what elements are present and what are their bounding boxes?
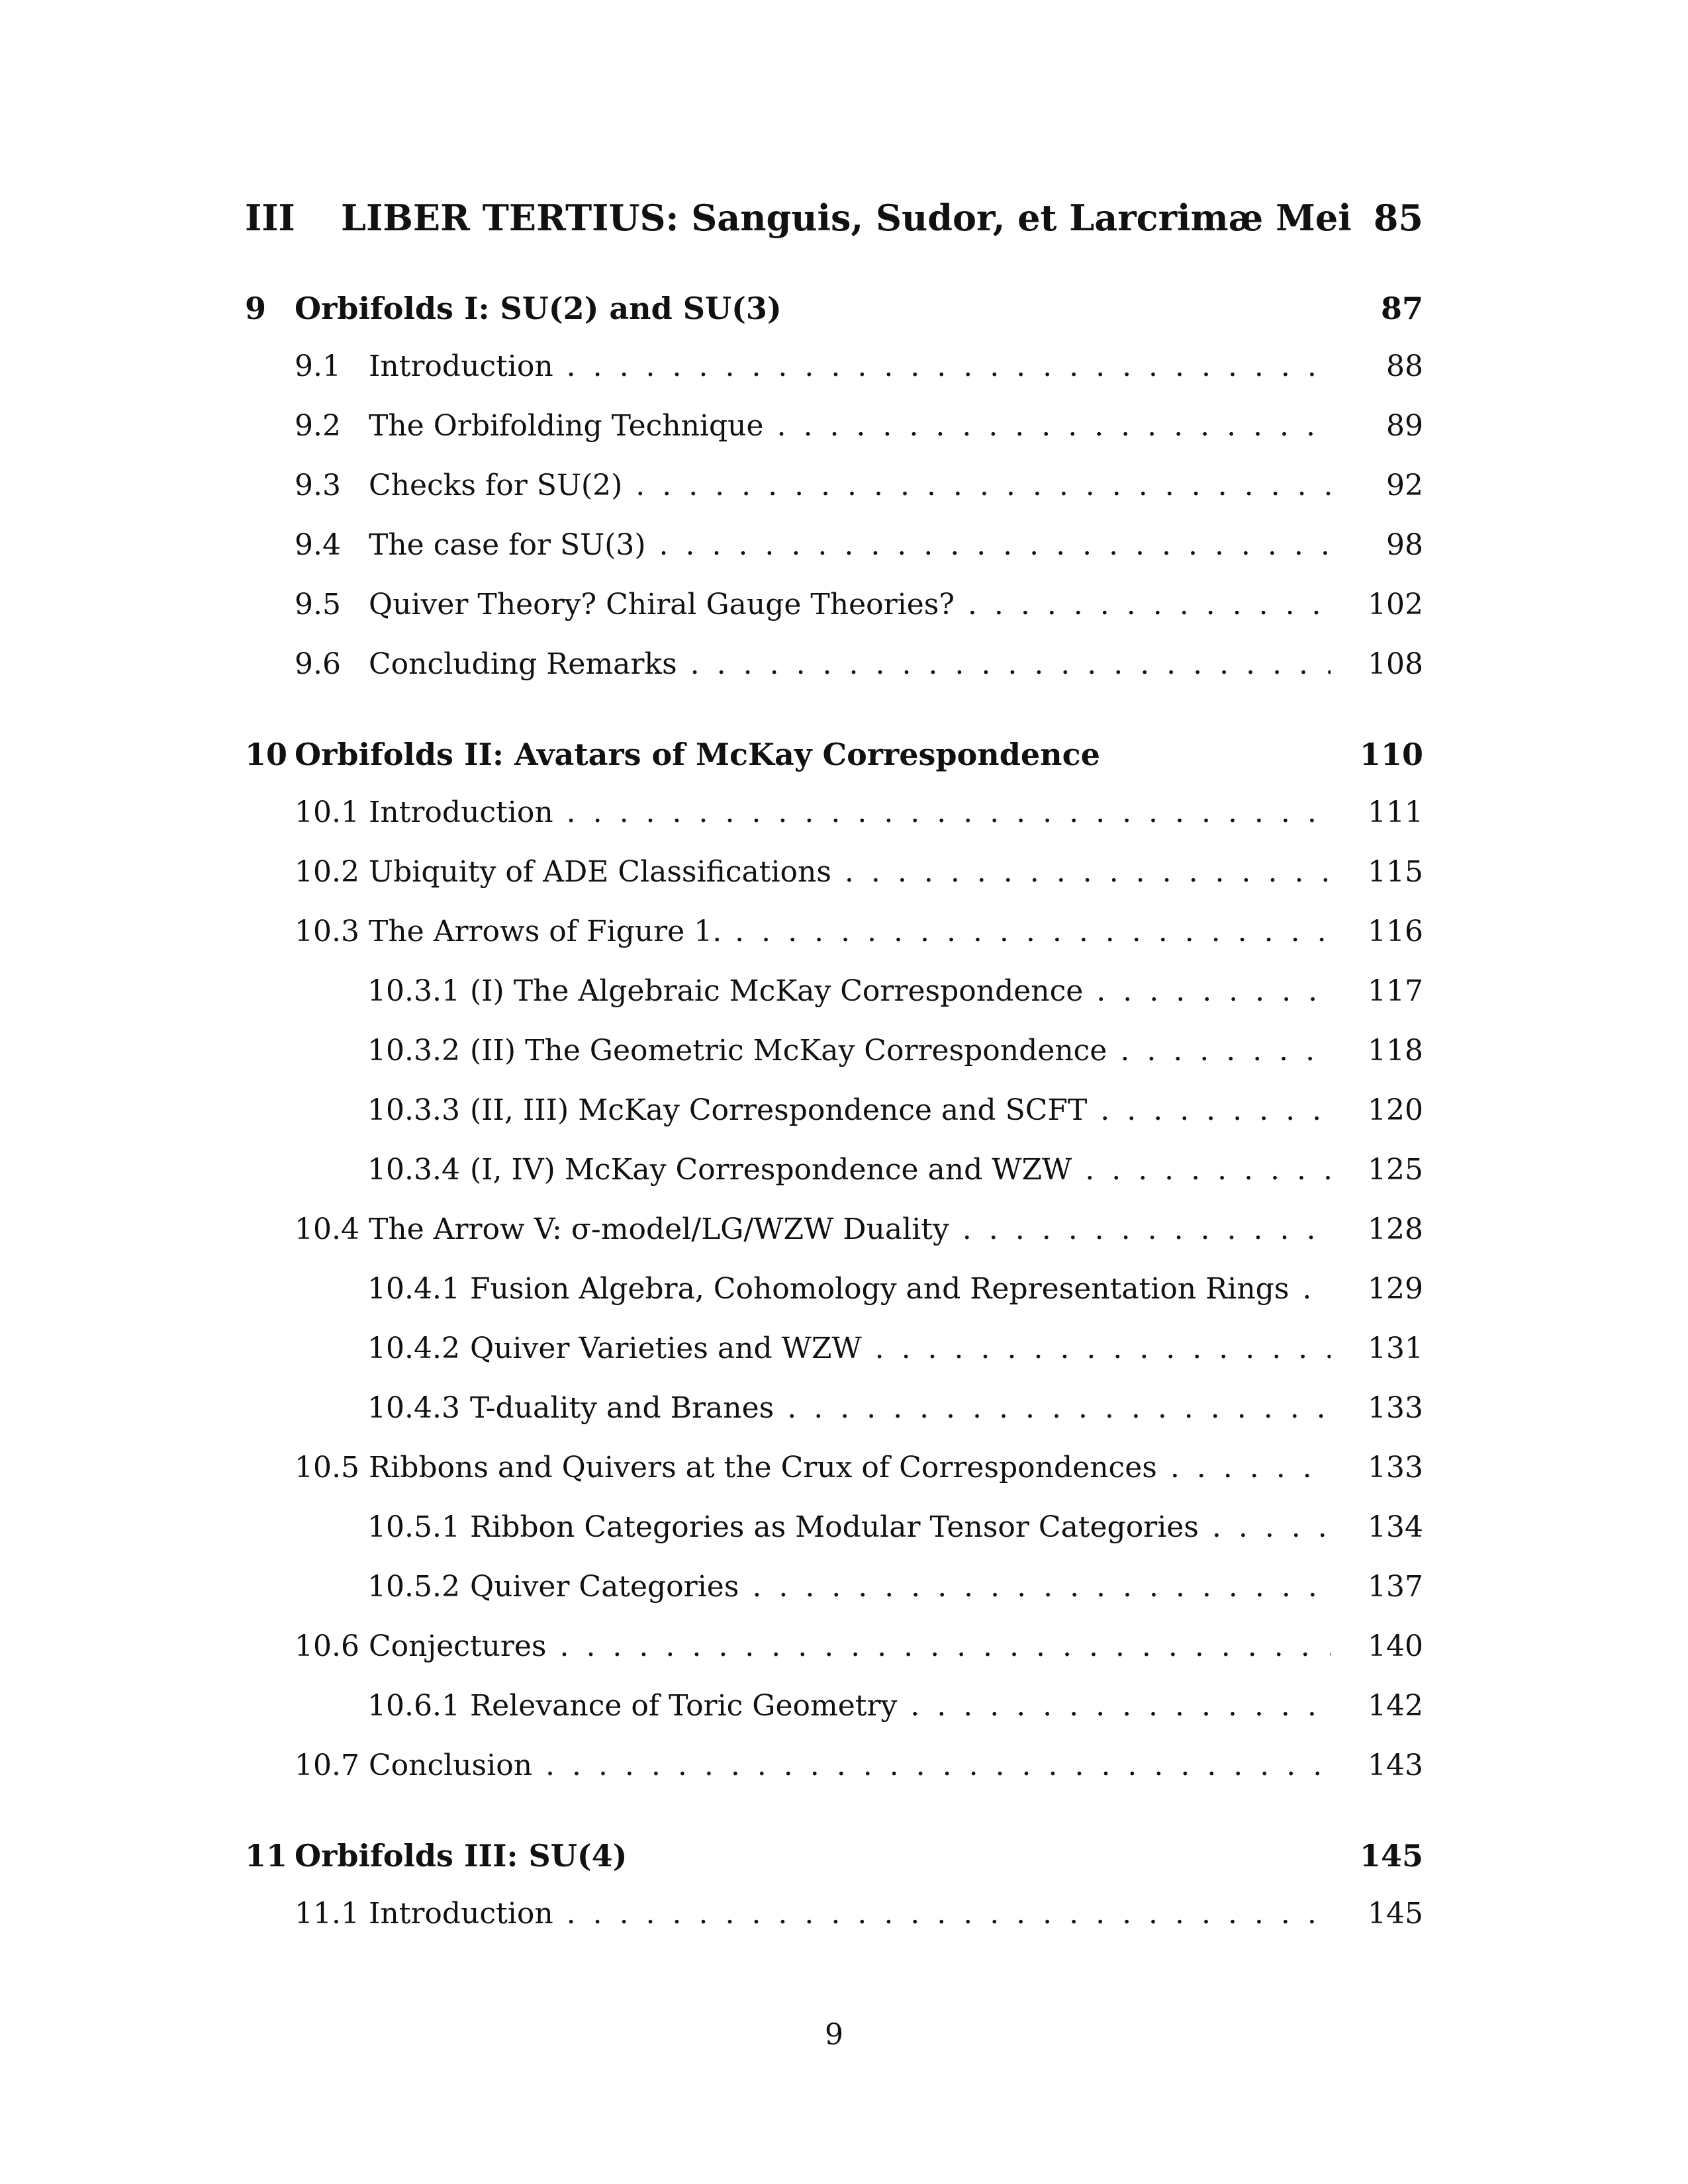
entry-title: Conjectures . . . (369, 1627, 1331, 1666)
toc-entry[interactable] (295, 852, 1423, 892)
entry-title: Introduction . . . (369, 1894, 1331, 1934)
toc-entry[interactable] (295, 406, 1423, 446)
toc-subentry[interactable] (367, 1508, 1423, 1547)
entry-page-number: 120 (1368, 1093, 1423, 1127)
entry-number: 9.1 (295, 349, 341, 383)
chapter-title: Orbifolds III: SU(4) (295, 1838, 628, 1874)
toc-subentry[interactable] (367, 1686, 1423, 1726)
entry-page-number: 129 (1368, 1272, 1423, 1306)
entry-title: The case for SU(3) . . . (369, 525, 1331, 565)
toc-entry[interactable] (295, 525, 1423, 565)
entry-title: Fusion Algebra, Cohomology and Representation Rings . . . (470, 1269, 1331, 1309)
entry-page-number: 134 (1368, 1510, 1423, 1544)
entry-page-number: 89 (1386, 409, 1423, 443)
toc-subentry[interactable] (367, 1091, 1423, 1130)
entry-number: 10.4 (295, 1212, 359, 1246)
part-title: LIBER TERTIUS: Sanguis, Sudor, et Larcrimæ Mei (341, 197, 1352, 239)
entry-number: 10.1 (295, 796, 359, 829)
entry-page-number: 133 (1368, 1391, 1423, 1425)
entry-page-number: 118 (1368, 1034, 1423, 1068)
entry-number: 10.5 (295, 1451, 359, 1484)
page-number-footer: 9 (825, 2018, 843, 2052)
chapter-number: 9 (245, 291, 267, 326)
entry-page-number: 125 (1368, 1153, 1423, 1187)
entry-page-number: 111 (1368, 796, 1423, 829)
entry-page-number: 115 (1368, 855, 1423, 889)
entry-title: Quiver Categories . . . (470, 1567, 1331, 1607)
entry-page-number: 102 (1368, 588, 1423, 621)
entry-number: 10.4.3 (367, 1391, 460, 1425)
toc-entry[interactable] (295, 1210, 1423, 1250)
entry-number: 10.5.2 (367, 1570, 460, 1604)
chapter-number: 11 (245, 1838, 288, 1874)
toc-subentry[interactable] (367, 1329, 1423, 1369)
entry-title: The Arrows of Figure 1. . . . (369, 912, 1331, 952)
entry-number: 9.6 (295, 647, 341, 681)
entry-title: (I, IV) McKay Correspondence and WZW . . . (470, 1150, 1331, 1190)
entry-number: 10.7 (295, 1749, 359, 1782)
toc-entry[interactable] (295, 466, 1423, 506)
chapter-page-number: 110 (1359, 737, 1423, 772)
entry-page-number: 140 (1368, 1629, 1423, 1663)
toc-subentry[interactable] (367, 1031, 1423, 1071)
chapter-heading[interactable] (245, 1835, 1423, 1877)
chapter-title: Orbifolds II: Avatars of McKay Correspondence (295, 737, 1100, 772)
entry-title: (II, III) McKay Correspondence and SCFT . . . (470, 1091, 1331, 1130)
entry-number: 10.6 (295, 1629, 359, 1663)
entry-number: 10.5.1 (367, 1510, 460, 1544)
entry-page-number: 108 (1368, 647, 1423, 681)
entry-number: 10.3.1 (367, 974, 460, 1008)
toc-entry[interactable] (295, 793, 1423, 833)
entry-title: Quiver Varieties and WZW . . . (470, 1329, 1331, 1369)
entry-title: Quiver Theory? Chiral Gauge Theories? . . . (369, 585, 1331, 625)
entry-page-number: 98 (1386, 528, 1423, 562)
entry-title: Ubiquity of ADE Classifications . . . (369, 852, 1331, 892)
entry-title: (I) The Algebraic McKay Correspondence . . . (470, 972, 1331, 1011)
entry-number: 10.3.2 (367, 1034, 460, 1068)
entry-title: Ribbons and Quivers at the Crux of Correspondences . . . (369, 1448, 1331, 1488)
entry-title: The Orbifolding Technique . . . (369, 406, 1331, 446)
entry-number: 9.5 (295, 588, 341, 621)
toc-subentry[interactable] (367, 1269, 1423, 1309)
entry-page-number: 88 (1386, 349, 1423, 383)
toc-entry[interactable] (295, 645, 1423, 684)
entry-number: 10.6.1 (367, 1689, 460, 1723)
entry-page-number: 128 (1368, 1212, 1423, 1246)
entry-title: Conclusion . . . (369, 1746, 1331, 1786)
entry-page-number: 131 (1368, 1332, 1423, 1365)
chapter-heading[interactable] (245, 287, 1423, 330)
entry-number: 10.3.4 (367, 1153, 460, 1187)
entry-page-number: 92 (1386, 469, 1423, 502)
chapter-page-number: 87 (1380, 291, 1423, 326)
entry-number: 10.3 (295, 915, 359, 948)
entry-page-number: 117 (1368, 974, 1423, 1008)
toc-page (245, 0, 1423, 2184)
toc-entry[interactable] (295, 1894, 1423, 1934)
entry-title: Relevance of Toric Geometry . . . (470, 1686, 1331, 1726)
entry-title: Concluding Remarks . . . (369, 645, 1331, 684)
entry-page-number: 137 (1368, 1570, 1423, 1604)
entry-number: 9.3 (295, 469, 341, 502)
entry-page-number: 143 (1368, 1749, 1423, 1782)
chapter-title: Orbifolds I: SU(2) and SU(3) (295, 291, 782, 326)
entry-title: Introduction . . . (369, 793, 1331, 833)
toc-entry[interactable] (295, 1627, 1423, 1666)
entry-page-number: 116 (1368, 915, 1423, 948)
entry-number: 11.1 (295, 1897, 359, 1931)
toc-entry[interactable] (295, 1448, 1423, 1488)
entry-title: Introduction . . . (369, 347, 1331, 387)
entry-page-number: 142 (1368, 1689, 1423, 1723)
part-number: III (245, 197, 295, 239)
toc-entry[interactable] (295, 585, 1423, 625)
toc-subentry[interactable] (367, 1388, 1423, 1428)
chapter-page-number: 145 (1359, 1838, 1423, 1874)
entry-number: 10.4.1 (367, 1272, 460, 1306)
entry-title: The Arrow V: σ-model/LG/WZW Duality . . . (369, 1210, 1331, 1250)
toc-subentry[interactable] (367, 1567, 1423, 1607)
entry-title: Checks for SU(2) . . . (369, 466, 1331, 506)
entry-title: T-duality and Branes . . . (470, 1388, 1331, 1428)
part-page-number: 85 (1373, 197, 1423, 239)
entry-number: 9.2 (295, 409, 341, 443)
toc-subentry[interactable] (367, 1150, 1423, 1190)
toc-subentry[interactable] (367, 972, 1423, 1011)
entry-page-number: 133 (1368, 1451, 1423, 1484)
entry-title: (II) The Geometric McKay Correspondence . . . (470, 1031, 1331, 1071)
part-heading[interactable] (245, 195, 1423, 241)
entry-title: Ribbon Categories as Modular Tensor Categories . . . (470, 1508, 1331, 1547)
chapter-number: 10 (245, 737, 288, 772)
chapter-heading[interactable] (245, 733, 1423, 776)
entry-number: 10.3.3 (367, 1093, 460, 1127)
toc-entry[interactable] (295, 912, 1423, 952)
toc-entry[interactable] (295, 347, 1423, 387)
entry-number: 10.4.2 (367, 1332, 460, 1365)
entry-number: 10.2 (295, 855, 359, 889)
entry-number: 9.4 (295, 528, 341, 562)
entry-page-number: 145 (1368, 1897, 1423, 1931)
toc-entry[interactable] (295, 1746, 1423, 1786)
